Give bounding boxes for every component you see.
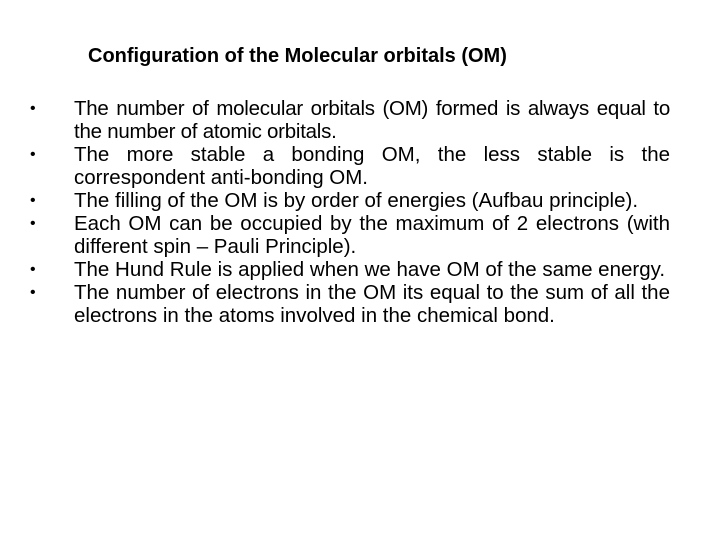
bullet-item (0, 212, 720, 258)
bullet-text: The Hund Rule is applied when we have OM of the same energy. (74, 258, 666, 281)
bullet-dot-icon: • (30, 146, 36, 163)
bullet-text: The number of electrons in the OM its equal to the sum of all the electrons in the atoms involved in the chemical bond. (74, 281, 670, 327)
bullet-dot-icon: • (30, 100, 36, 117)
bullet-item (0, 97, 720, 143)
bullet-item (0, 281, 720, 327)
bullet-dot-icon: • (30, 284, 36, 301)
slide-title: Configuration of the Molecular orbitals (OM) (88, 45, 507, 67)
bullet-item (0, 189, 720, 212)
bullet-text: The number of molecular orbitals (OM) formed is always equal to the number of atomic orbitals. (74, 97, 670, 143)
bullet-dot-icon: • (30, 261, 36, 278)
bullet-text: The filling of the OM is by order of energies (Aufbau principle). (74, 189, 639, 212)
bullet-item (0, 143, 720, 189)
bullet-item (0, 258, 720, 281)
bullet-dot-icon: • (30, 192, 36, 209)
bullet-text: Each OM can be occupied by the maximum of 2 electrons (with different spin – Pauli Principle). (74, 212, 670, 258)
bullet-list (0, 97, 720, 327)
bullet-text: The more stable a bonding OM, the less stable is the correspondent anti-bonding OM. (74, 143, 670, 189)
bullet-dot-icon: • (30, 215, 36, 232)
